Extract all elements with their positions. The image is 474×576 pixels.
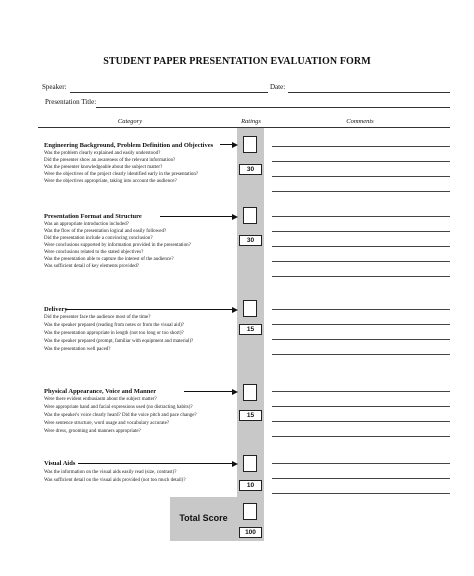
comment-line[interactable] bbox=[272, 463, 450, 464]
arrow-icon bbox=[232, 389, 238, 395]
criterion-text: Was the presentation well paced? bbox=[44, 347, 111, 352]
max-points: 15 bbox=[239, 324, 262, 335]
criterion-text: Were conclusions supported by information provided in the presentation? bbox=[44, 243, 191, 248]
arrow-icon bbox=[232, 461, 238, 467]
criterion-text: Were there evident enthusiasm about the subject matter? bbox=[44, 397, 157, 402]
comment-line[interactable] bbox=[272, 339, 450, 340]
total-max-points: 100 bbox=[239, 527, 262, 538]
arrow-icon bbox=[232, 142, 238, 148]
total-rating-box[interactable] bbox=[243, 503, 257, 520]
criterion-text: Was sufficient detail on the visual aids provided (not too much detail)? bbox=[44, 478, 186, 483]
rating-box[interactable] bbox=[243, 136, 257, 153]
criterion-text: Was sufficient detail of key elements provided? bbox=[44, 264, 140, 269]
arrow-icon bbox=[232, 214, 238, 220]
comment-line[interactable] bbox=[272, 309, 450, 310]
comment-line[interactable] bbox=[272, 436, 450, 437]
total-score-label: Total Score bbox=[179, 513, 228, 523]
criterion-text: Was the speaker prepared (prompt, familiar with equipment and material)? bbox=[44, 339, 194, 344]
criterion-text: Were sentence structure, word usage and vocabulary accurate? bbox=[44, 421, 170, 426]
arrow-line bbox=[160, 216, 234, 217]
comment-line[interactable] bbox=[272, 354, 450, 355]
comment-line[interactable] bbox=[272, 406, 450, 407]
category-title: Presentation Format and Structure bbox=[44, 213, 142, 220]
category-header: Category bbox=[117, 118, 143, 125]
criterion-text: Was the presentation able to capture the interest of the audience? bbox=[44, 257, 174, 262]
comment-line[interactable] bbox=[272, 176, 450, 177]
comment-line[interactable] bbox=[272, 276, 450, 277]
comments-header: Comments bbox=[346, 118, 374, 125]
category-title: Visual Aids bbox=[44, 460, 76, 467]
speaker-field[interactable] bbox=[70, 92, 268, 93]
criterion-text: Did the presentation include a convincing conclusion? bbox=[44, 236, 153, 241]
criterion-text: Was the presenter knowledgeable about the subject matter? bbox=[44, 165, 163, 170]
comment-line[interactable] bbox=[272, 261, 450, 262]
comment-line[interactable] bbox=[272, 391, 450, 392]
criterion-text: Was the speaker's voice clearly heard? Did the voice pitch and pace change? bbox=[44, 413, 197, 418]
comment-line[interactable] bbox=[272, 216, 450, 217]
criterion-text: Were the objectives of the project clearly identified early in the presentation? bbox=[44, 172, 199, 177]
max-points: 30 bbox=[239, 164, 262, 175]
rating-box[interactable] bbox=[243, 300, 257, 317]
presentation-title-label: Presentation Title: bbox=[45, 98, 97, 106]
comment-line[interactable] bbox=[272, 493, 450, 494]
comment-line[interactable] bbox=[272, 191, 450, 192]
comment-line[interactable] bbox=[272, 231, 450, 232]
comment-line[interactable] bbox=[272, 146, 450, 147]
date-label: Date: bbox=[270, 83, 286, 91]
arrow-line bbox=[66, 309, 234, 310]
max-points: 30 bbox=[239, 235, 262, 246]
ratings-header: Ratings bbox=[241, 118, 261, 125]
rating-box[interactable] bbox=[243, 384, 257, 401]
criterion-text: Was the presentation appropriate in length (not too long or too short)? bbox=[44, 331, 184, 336]
max-points: 15 bbox=[239, 410, 262, 421]
criterion-text: Was an appropriate introduction included? bbox=[44, 222, 129, 227]
comment-line[interactable] bbox=[272, 324, 450, 325]
form-title: STUDENT PAPER PRESENTATION EVALUATION FORM bbox=[103, 56, 371, 67]
criterion-text: Were appropriate hand and facial expressions used (no distracting habits)? bbox=[44, 405, 193, 410]
comment-line[interactable] bbox=[272, 421, 450, 422]
arrow-line bbox=[78, 463, 234, 464]
comment-line[interactable] bbox=[272, 246, 450, 247]
comment-line[interactable] bbox=[272, 478, 450, 479]
max-points: 10 bbox=[239, 480, 262, 491]
rating-box[interactable] bbox=[243, 455, 257, 472]
category-title: Engineering Background, Problem Definition and Objectives bbox=[44, 142, 214, 149]
arrow-line bbox=[184, 391, 234, 392]
rating-box[interactable] bbox=[243, 207, 257, 224]
criterion-text: Was the information on the visual aids easily read (size, contrast)? bbox=[44, 470, 177, 475]
speaker-label: Speaker: bbox=[42, 83, 67, 91]
criterion-text: Was the speaker prepared (reading from notes or from the visual aid)? bbox=[44, 323, 184, 328]
date-field[interactable] bbox=[288, 92, 450, 93]
criterion-text: Was the problem clearly explained and easily understood? bbox=[44, 151, 161, 156]
criterion-text: Were dress, grooming and manners appropriate? bbox=[44, 429, 141, 434]
comment-line[interactable] bbox=[272, 161, 450, 162]
arrow-icon bbox=[232, 307, 238, 313]
presentation-title-field[interactable] bbox=[96, 107, 450, 108]
criterion-text: Did the presenter show an awareness of the relevant information? bbox=[44, 158, 176, 163]
criterion-text: Were conclusions related to the stated objectives? bbox=[44, 250, 144, 255]
category-title: Physical Appearance, Voice and Manner bbox=[44, 388, 157, 395]
criterion-text: Was the flow of the presentation logical and easily followed? bbox=[44, 229, 167, 234]
category-title: Delivery bbox=[44, 306, 68, 313]
criterion-text: Did the presenter face the audience most of the time? bbox=[44, 315, 151, 320]
criterion-text: Were the objectives appropriate, taking into account the audience? bbox=[44, 179, 177, 184]
